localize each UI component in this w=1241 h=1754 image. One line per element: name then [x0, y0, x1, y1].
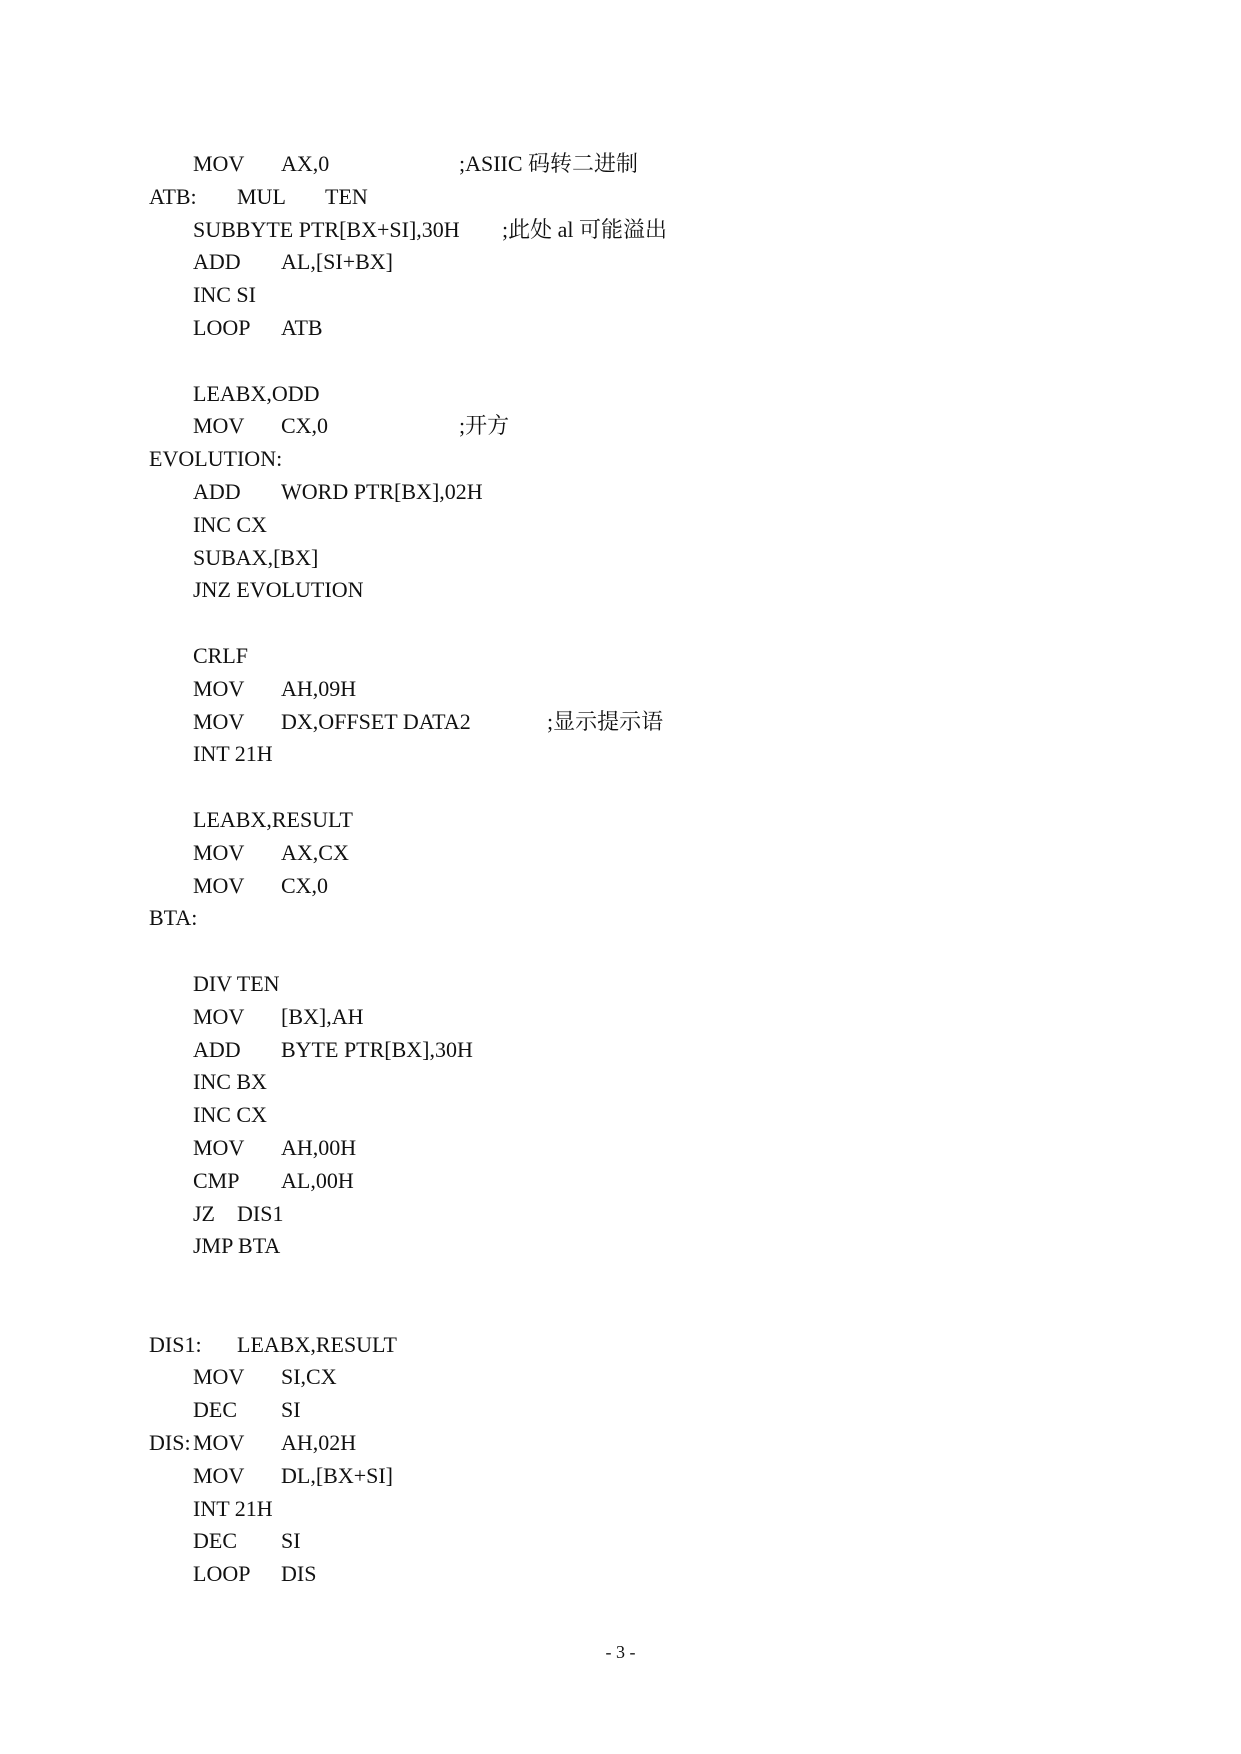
code-operand: WORD PTR[BX],02H — [281, 478, 483, 504]
code-line — [149, 1132, 1149, 1165]
code-operand: AL,00H — [281, 1167, 354, 1193]
code-instruction: MOV — [193, 413, 245, 439]
code-instruction: SUBBYTE PTR[BX+SI],30H — [193, 216, 460, 242]
code-instruction: MOV — [193, 1134, 245, 1160]
code-operand: DIS1 — [237, 1200, 284, 1226]
code-line — [149, 345, 1149, 378]
code-operand: BYTE PTR[BX],30H — [281, 1036, 473, 1062]
code-instruction: LEABX,ODD — [193, 380, 320, 406]
code-instruction: LEABX,RESULT — [193, 806, 353, 832]
code-instruction: MOV — [193, 1462, 245, 1488]
code-instruction: JMP BTA — [193, 1233, 281, 1259]
code-operand: AX,CX — [281, 839, 349, 865]
code-operand: DIS — [281, 1561, 317, 1587]
code-instruction: INC SI — [193, 282, 256, 308]
code-label: DIS1: — [149, 1331, 202, 1357]
code-instruction: ADD — [193, 1036, 241, 1062]
code-instruction: MOV — [193, 1003, 245, 1029]
code-instruction: LEABX,RESULT — [237, 1331, 397, 1357]
code-line — [149, 607, 1149, 640]
code-operand: AX,0 — [281, 151, 330, 176]
code-instruction: MOV — [193, 1364, 245, 1390]
code-instruction: DIV TEN — [193, 970, 280, 996]
code-comment: ;开方 — [459, 413, 510, 439]
code-line — [149, 738, 1149, 771]
code-instruction: MOV — [193, 675, 245, 701]
code-operand: CX,0 — [281, 413, 329, 439]
code-line — [149, 509, 1149, 542]
code-line — [149, 1230, 1149, 1263]
code-line — [149, 279, 1149, 312]
code-comment: ;ASIIC 码转二进制 — [459, 151, 639, 176]
code-instruction: INC BX — [193, 1069, 267, 1095]
code-line — [149, 378, 1149, 411]
code-instruction: INT 21H — [193, 741, 273, 767]
code-line — [149, 1493, 1149, 1526]
code-instruction: JNZ EVOLUTION — [193, 577, 364, 603]
code-instruction: CRLF — [193, 642, 249, 668]
code-operand: AH,02H — [281, 1430, 357, 1456]
code-instruction: ADD — [193, 249, 241, 275]
code-line — [149, 148, 1149, 181]
code-instruction: SUBAX,[BX] — [193, 544, 319, 570]
code-line — [149, 837, 1149, 870]
code-label: EVOLUTION: — [149, 446, 283, 472]
code-operand: DL,[BX+SI] — [281, 1462, 394, 1488]
code-operand: AH,00H — [281, 1134, 357, 1160]
assembly-code-listing — [149, 148, 1149, 1591]
code-line — [149, 246, 1149, 279]
code-line — [149, 706, 1149, 739]
code-line — [149, 542, 1149, 575]
code-line — [149, 1066, 1149, 1099]
code-instruction: MOV — [193, 872, 245, 898]
code-comment: ;此处 al 可能溢出 — [502, 216, 667, 242]
code-instruction: JZ — [193, 1200, 215, 1226]
code-line — [149, 476, 1149, 509]
code-line — [149, 181, 1149, 214]
code-instruction: LOOP — [193, 314, 251, 340]
code-instruction: INT 21H — [193, 1495, 273, 1521]
code-operand: SI — [281, 1397, 301, 1423]
code-line — [149, 804, 1149, 837]
code-operand: SI,CX — [281, 1364, 337, 1390]
code-instruction: MOV — [193, 1430, 245, 1456]
code-line — [149, 1099, 1149, 1132]
code-line — [149, 673, 1149, 706]
code-line — [149, 1525, 1149, 1558]
code-line — [149, 1001, 1149, 1034]
code-line — [149, 1034, 1149, 1067]
code-instruction: INC CX — [193, 511, 267, 537]
code-label: DIS: — [149, 1430, 191, 1456]
code-comment: ;显示提示语 — [547, 708, 664, 734]
code-line — [149, 1427, 1149, 1460]
code-operand: [BX],AH — [281, 1003, 364, 1029]
code-instruction: LOOP — [193, 1561, 251, 1587]
code-instruction: CMP — [193, 1167, 240, 1193]
code-line — [149, 1394, 1149, 1427]
code-line — [149, 574, 1149, 607]
code-line — [149, 1198, 1149, 1231]
code-line — [149, 1361, 1149, 1394]
code-line — [149, 902, 1149, 935]
code-operand: CX,0 — [281, 872, 329, 898]
code-line — [149, 1460, 1149, 1493]
code-line — [149, 214, 1149, 247]
code-line — [149, 443, 1149, 476]
code-instruction: MUL — [237, 183, 286, 209]
code-label: ATB: — [149, 183, 197, 209]
code-label: BTA: — [149, 905, 198, 931]
code-line — [149, 410, 1149, 443]
code-operand: ATB — [281, 314, 323, 340]
code-operand: AH,09H — [281, 675, 357, 701]
page-number: - 3 - — [605, 1642, 636, 1662]
code-operand: SI — [281, 1528, 301, 1554]
code-instruction: MOV — [193, 708, 245, 734]
code-line — [149, 870, 1149, 903]
code-instruction: MOV — [193, 839, 245, 865]
code-line — [149, 968, 1149, 1001]
code-instruction: DEC — [193, 1528, 237, 1554]
code-line — [149, 935, 1149, 968]
code-line — [149, 771, 1149, 804]
code-instruction: ADD — [193, 478, 241, 504]
code-line — [149, 1296, 1149, 1329]
code-line — [149, 1329, 1149, 1362]
code-instruction: MOV — [193, 151, 245, 176]
code-instruction: INC CX — [193, 1102, 267, 1128]
code-operand: AL,[SI+BX] — [281, 249, 394, 275]
code-line — [149, 640, 1149, 673]
code-line — [149, 1165, 1149, 1198]
code-instruction: DEC — [193, 1397, 237, 1423]
code-operand: TEN — [325, 183, 368, 209]
code-line — [149, 312, 1149, 345]
code-operand: DX,OFFSET DATA2 — [281, 708, 471, 734]
code-line — [149, 1263, 1149, 1296]
code-line — [149, 1558, 1149, 1591]
